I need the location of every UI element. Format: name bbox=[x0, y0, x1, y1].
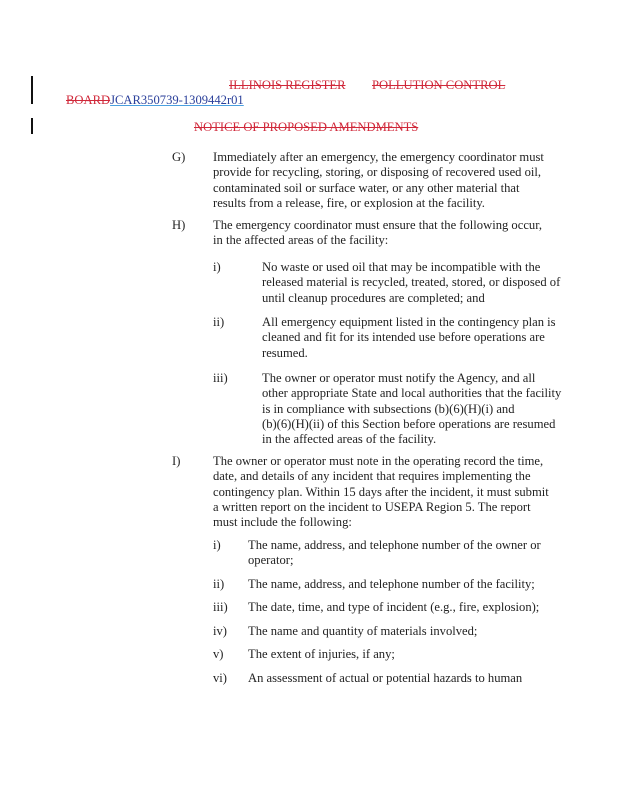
subitem-label: vi) bbox=[213, 671, 227, 685]
subitem-label: i) bbox=[213, 260, 221, 274]
subitem-label: iii) bbox=[213, 600, 228, 614]
item-label: G) bbox=[172, 150, 186, 164]
subitem-label: iii) bbox=[213, 371, 228, 385]
jcar-id: JCAR350739-1309442r01 bbox=[110, 93, 244, 107]
header-line-2 bbox=[66, 93, 244, 108]
subitem-label: iv) bbox=[213, 624, 227, 638]
subitem-label: ii) bbox=[213, 315, 225, 329]
board-title: POLLUTION CONTROL bbox=[372, 78, 506, 92]
subitem-text: The name and quantity of materials involved; bbox=[248, 624, 478, 638]
subitem-text: No waste or used oil that may be incompatible with the released material is recycled, treated, stored, or disposed of until cleanup procedures are completed; and bbox=[262, 260, 561, 305]
register-title: ILLINOIS REGISTER bbox=[229, 78, 346, 92]
subitem-text: All emergency equipment listed in the contingency plan is cleaned and fit for its intended use before operations are resumed. bbox=[262, 315, 556, 360]
subitem-label: i) bbox=[213, 538, 221, 552]
board-title-cont: BOARD bbox=[66, 93, 111, 107]
change-bar bbox=[31, 118, 33, 134]
subitem-text: The extent of injuries, if any; bbox=[248, 647, 395, 661]
item-label: I) bbox=[172, 454, 181, 468]
subitem-label: ii) bbox=[213, 577, 225, 591]
subitem-text: An assessment of actual or potential hazards to human bbox=[248, 671, 523, 685]
subitem-text: The owner or operator must notify the Agency, and all other appropriate State and local authorities that the facility is in compliance with subsections (b)(6)(H)(i) and (b)(6)(H)(ii) of this Section before operations are resumed in the affected areas of the facility. bbox=[262, 371, 562, 447]
item-text: Immediately after an emergency, the emergency coordinator must provide for recycling, storing, or disposing of recovered used oil, contaminated soil or surface water, or any other material that results from a release, fire, or explosion at the facility. bbox=[213, 150, 544, 210]
item-text: The owner or operator must note in the operating record the time, date, and details of any incident that requires implementing the contingency plan. Within 15 days after the incident, it must submit a written report on the incident to USEPA Region 5. The report must include the following: bbox=[213, 454, 549, 530]
item-label: H) bbox=[172, 218, 186, 232]
notice-title: NOTICE OF PROPOSED AMENDMENTS bbox=[194, 120, 419, 134]
item-text: The emergency coordinator must ensure that the following occur, in the affected areas of the facility: bbox=[213, 218, 543, 248]
subitem-text: The name, address, and telephone number of the facility; bbox=[248, 577, 535, 591]
change-bar bbox=[31, 76, 33, 104]
subitem-label: v) bbox=[213, 647, 224, 661]
subitem-text: The date, time, and type of incident (e.g., fire, explosion); bbox=[248, 600, 540, 614]
subitem-text: The name, address, and telephone number of the owner or operator; bbox=[248, 538, 541, 568]
